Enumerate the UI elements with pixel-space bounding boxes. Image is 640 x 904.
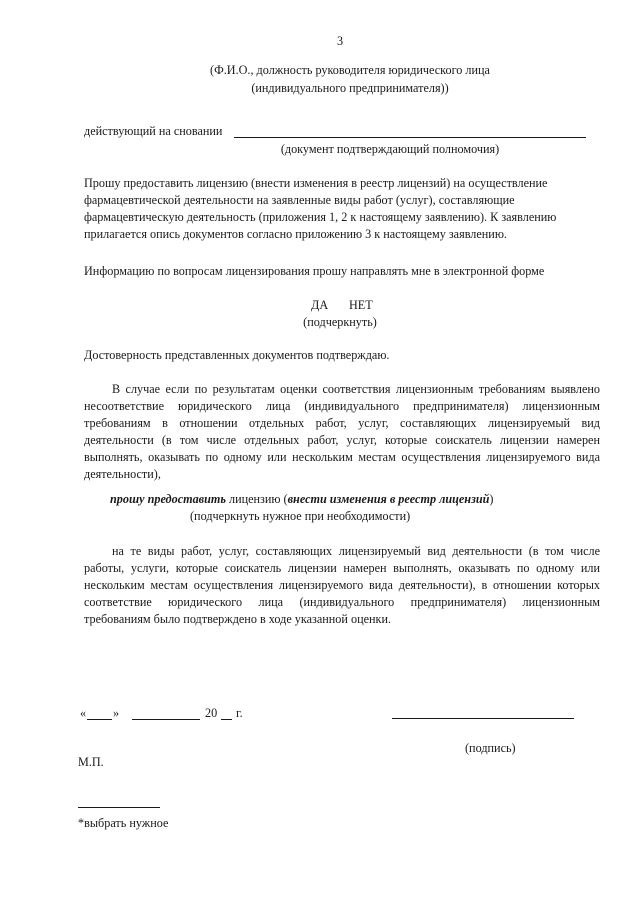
basis-caption: (документ подтверждающий полномочия) [280, 142, 500, 156]
second-request-middle: лицензию ( [225, 492, 288, 506]
date-year-field[interactable] [221, 719, 232, 720]
request-line1: Прошу предоставить лицензию (внести изменения в реестр лицензий) на осуществление [84, 176, 548, 190]
option-grant-license[interactable]: прошу предоставить [110, 492, 226, 506]
stamp-label: М.П. [78, 755, 104, 769]
second-request [110, 491, 600, 508]
second-request-caption: (подчеркнуть нужное при необходимости) [190, 509, 411, 523]
confirmation-text: Достоверность представленных документов подтверждаю. [84, 348, 390, 362]
page-number: 3 [336, 34, 344, 48]
scope-paragraph: на те виды работ, услуг, составляющих лицензируемый вид деятельности (в том числе работы, услуги, которые соискатель лицензии намерен выполнять, оказывать по одному или нескольким местам осуществления лицензируемого вида деятельности), в отношении которых соответствие юридического лица (индивидуального предпринимателя) лицензионным требованиям было подтверждено в ходе указанной оценки. [84, 544, 600, 626]
head-caption-line2: (индивидуального предпринимателя)) [251, 81, 449, 95]
option-amend-registry[interactable]: внести изменения в реестр лицензий [287, 492, 490, 506]
head-caption-line1: (Ф.И.О., должность руководителя юридического лица [210, 63, 490, 77]
date-open-quote: « [80, 706, 87, 720]
request-line3: фармацевтическую деятельность (приложения 1, 2 к настоящему заявлению). К заявлению [84, 210, 557, 224]
second-request-end: ) [489, 492, 494, 506]
date-month-field[interactable] [132, 719, 200, 720]
footnote-text: *выбрать нужное [78, 816, 169, 830]
choice-no[interactable]: НЕТ [349, 298, 373, 312]
date-close-quote: » [113, 706, 120, 720]
request-paragraph [84, 175, 604, 243]
signature-caption: (подпись) [465, 741, 516, 755]
date-line [80, 705, 280, 725]
basis-fill-line[interactable] [234, 137, 586, 138]
choice-yes[interactable]: ДА [311, 298, 329, 312]
date-day-field[interactable] [87, 719, 112, 720]
choice-caption: (подчеркнуть) [303, 315, 377, 329]
request-line4: прилагается опись документов согласно приложению 3 к настоящему заявлению. [84, 227, 507, 241]
date-year-prefix: 20 [205, 706, 218, 720]
footnote-divider [78, 807, 160, 808]
request-line2: фармацевтической деятельности на заявленные виды работ (услуг), составляющие [84, 193, 515, 207]
nonconformity-paragraph: В случае если по результатам оценки соответствия лицензионным требованиям выявлено несоответствие юридического лица (индивидуального предпринимателя) лицензионным требованиям в отношении отдельных работ, услуг, составляющих лицензируемый вид деятельности (в том числе отдельных работ, услуг, которые соискатель лицензии намерен выполнять, оказывать по одному или нескольким местам осуществления лицензируемого вида деятельности), [84, 382, 600, 481]
info-request: Информацию по вопросам лицензирования прошу направлять мне в электронной форме [84, 264, 545, 278]
signature-field[interactable] [392, 718, 574, 719]
basis-label: действующий на сновании [84, 124, 223, 138]
date-year-suffix: г. [236, 706, 243, 720]
